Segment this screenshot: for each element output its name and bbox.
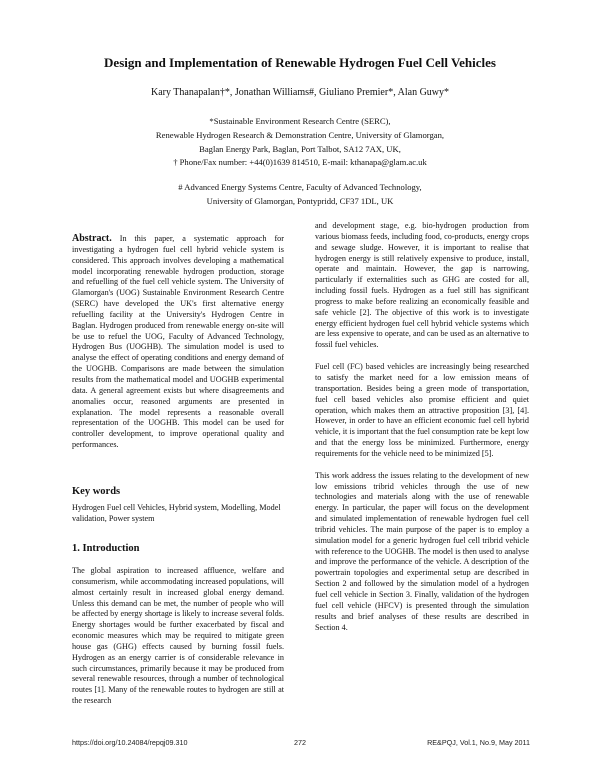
introduction-paragraph: [72, 566, 284, 707]
keywords-heading: Key words: [72, 486, 121, 497]
affiliation-aesc: [0, 181, 600, 209]
footer-journal: RE&PQJ, Vol.1, No.9, May 2011: [427, 738, 530, 747]
body-paragraph: Fuel cell (FC) based vehicles are increasingly being researched to satisfy the market need for a low emission means of transportation. Besides being a green mode of transportation, fuel cell based vehicles also promise efficient and quiet operation, which makes them an attractive proposition [3], [4]. However, in order to have an efficient economic fuel cell hybrid vehicle, it is important that the fuel consumption rate be kept low and that the energy loss be minimized. Furthermore, energy requirements for the vehicle need to be minimized [5].: [315, 362, 529, 458]
affiliation-line: # Advanced Energy Systems Centre, Faculty of Advanced Technology,: [178, 182, 422, 192]
paper-title: Design and Implementation of Renewable Hydrogen Fuel Cell Vehicles: [104, 55, 496, 70]
section-heading-introduction: 1. Introduction: [72, 543, 140, 554]
affiliation-serc: [0, 115, 600, 170]
right-column: [315, 221, 529, 644]
footer-page-number: 272: [294, 738, 306, 747]
abstract-text: In this paper, a systematic approach for investigating a hydrogen fuel cell hybrid vehicle system is considered. This approach involves developing a mathematical model incorporating renewable hydrogen production, storage and refuelling of the fuel cell vehicle system. The University of Glamorgan's (UOG) Sustainable Environment Research Centre (SERC) have developed the UK's first alternative energy refuelling facility at the University's Hydrogen Centre in Baglan. Hydrogen produced from renewable energy on-site will be use to refuel the UOG, Faculty of Advanced Technology, Hydrogen Bus (UOGHB). The simulation model is used to analyse the effect of operating conditions and energy demand of the UOGHB. Comparisons are made between the simulation results from the mathematical model and UOGHB experimental data. A general agreement exists but where disagreements and anomalies occur, reasoned arguments are presented in explanation. The model represents a reasonable overall representation of the UOGHB. This model can be used for controller development, to improve operational quality and performances.: [72, 234, 285, 450]
abstract: [72, 234, 284, 451]
abstract-heading: Abstract.: [72, 233, 112, 244]
body-paragraph: and development stage, e.g. bio-hydrogen production from various biomass feeds, including food, co-products, energy crops and sewage sludge. However, it is important to realise that hydrogen energy is still relatively expensive to produce, install, operate and maintain. However, the gap is narrowing, particularly if externalities such as GHG are costed for all, including fossil fuels. Hydrogen as a fuel still has significant progress to make before realizing an economically feasible and safe vehicle [2]. The objective of this work is to investigate energy efficient hydrogen fuel cell hybrid vehicle systems which are less expensive to operate, and can be used as an alternative to fossil fuel vehicles.: [315, 221, 529, 350]
affiliation-line: *Sustainable Environment Research Centre (SERC),: [209, 116, 391, 126]
keywords-text: Hydrogen Fuel cell Vehicles, Hybrid system, Modelling, Model validation, Power system: [72, 503, 281, 523]
affiliation-line: Renewable Hydrogen Research & Demonstration Centre, University of Glamorgan,: [155, 129, 445, 140]
affiliation-line: University of Glamorgan, Pontypridd, CF37 1DL, UK: [206, 195, 394, 206]
affiliation-line: † Phone/Fax number: +44(0)1639 814510, E-mail: kthanapa@glam.ac.uk: [173, 157, 427, 168]
author-list: Kary Thanapalan†*, Jonathan Williams#, Giuliano Premier*, Alan Guwy*: [150, 87, 450, 98]
body-paragraph: This work address the issues relating to the development of new low emissions tribrid vehicles through the use of new technologies and materials along with the use of renewable energy. In particular, the paper will focus on the development and simulated implementation of renewable hydrogen fuel cell tribrid vehicles. The main purpose of the paper is to employ a simulation model for a generic hydrogen fuel cell tribrid vehicle with reference to the UOGHB. The model is then used to analyse and improve the performance of the vehicle. A description of the powertrain topologies and experimental setup are described in Section 2 and followed by the simulation model of a hydrogen fuel cell vehicle in Section 3. Finally, validation of the hydrogen fuel cell vehicle (HFCV) is presented through the simulation results and brief analyses of these results are described in Section 4.: [315, 470, 529, 632]
footer-doi-link[interactable]: https://doi.org/10.24084/repqj09.310: [72, 738, 188, 747]
affiliation-line: Baglan Energy Park, Baglan, Port Talbot, SA12 7AX, UK,: [199, 143, 401, 154]
introduction-text: The global aspiration to increased affluence, welfare and consumerism, while accommodating increased populations, will almost certainly result in increased global energy demand. Unless this demand can be met, the number of people who will be affected by energy shortage is likely to increase several folds. Energy shortages would be further exacerbated by fiscal and economic measures which may be required to mitigate green house gas (GHG) effects caused by burning fossil fuels. Hydrogen as an energy carrier is of considerable relevance in such circumstances, primarily because it may be produced from several renewable resources, through a number of technological routes [1]. Many of the renewable routes to hydrogen are still at the research: [72, 566, 284, 706]
